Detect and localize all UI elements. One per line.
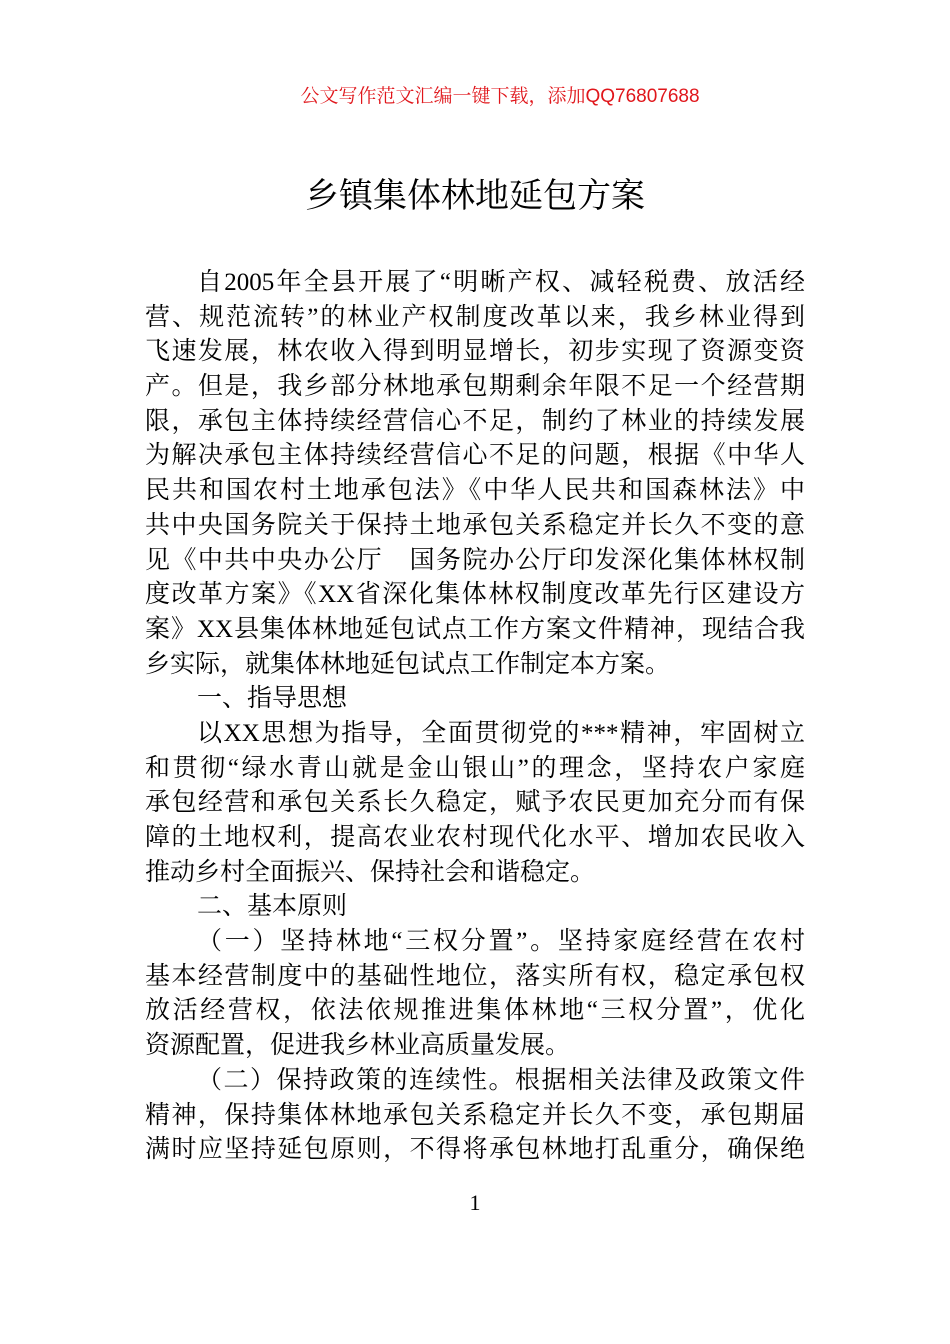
section-heading xyxy=(145,682,805,717)
text-line: 自2005年全县开展了“明晰产权、减轻税费、放活经 xyxy=(197,269,805,296)
text-line: 共中央国务院关于保持土地承包关系稳定并长久不变的意 xyxy=(145,511,805,539)
text-line: 障的土地权利，提高农业农村现代化水平、增加农民收入 xyxy=(145,824,805,851)
page-number: 1 xyxy=(469,1190,481,1215)
text-line: （二）保持政策的连续性。根据相关法律及政策文件 xyxy=(197,1066,805,1094)
text-line: 为解决承包主体持续经营信心不足的问题，根据《中华人 xyxy=(145,442,805,470)
section-heading xyxy=(145,890,805,925)
paragraph xyxy=(145,717,805,890)
text-line: 以XX思想为指导，全面贯彻党的***精神，牢固树立 xyxy=(197,719,805,747)
text-line: 飞速发展，林农收入得到明显增长，初步实现了资源变资 xyxy=(145,338,805,366)
paragraph xyxy=(145,266,805,682)
text-line: 推动乡村全面振兴、保持社会和谐稳定。 xyxy=(145,858,596,886)
text-line: 限，承包主体持续经营信心不足，制约了林业的持续发展 xyxy=(145,407,805,435)
text-line: 营、规范流转”的林业产权制度改革以来，我乡林业得到 xyxy=(145,303,805,331)
text-line: 产。但是，我乡部分林地承包期剩余年限不足一个经营期 xyxy=(145,373,805,401)
text-line: 满时应坚持延包原则，不得将承包林地打乱重分，确保绝 xyxy=(145,1136,805,1164)
text-line: 乡实际，就集体林地延包试点工作制定本方案。 xyxy=(145,650,671,678)
text-line: 资源配置，促进我乡林业高质量发展。 xyxy=(145,1032,571,1060)
text-line: 基本经营制度中的基础性地位，落实所有权，稳定承包权 xyxy=(145,962,805,990)
text-line: 民共和国农村土地承包法》《中华人民共和国森林法》中 xyxy=(145,477,805,505)
document-body xyxy=(145,266,805,1168)
text-line: 见《中共中央办公厅 国务院办公厅印发深化集体林权制 xyxy=(145,546,805,574)
text-line: 和贯彻“绿水青山就是金山银山”的理念，坚持农户家庭 xyxy=(145,754,805,782)
download-watermark: 公文写作范文汇编一键下载，添加QQ76807688 xyxy=(300,86,700,107)
paragraph xyxy=(145,925,805,1064)
text-line: 放活经营权，依法依规推进集体林地“三权分置”，优化 xyxy=(145,997,805,1025)
paragraph xyxy=(145,1064,805,1168)
text-line: 一、指导思想 xyxy=(197,685,348,713)
text-line: 承包经营和承包关系长久稳定，赋予农民更加充分而有保 xyxy=(145,789,805,817)
text-line: 案》XX县集体林地延包试点工作方案文件精神，现结合我 xyxy=(145,615,805,643)
text-line: （一）坚持林地“三权分置”。坚持家庭经营在农村 xyxy=(197,928,805,956)
text-line: 二、基本原则 xyxy=(197,893,348,921)
document-title: 乡镇集体林地延包方案 xyxy=(305,177,645,215)
text-line: 精神，保持集体林地承包关系稳定并长久不变，承包期届 xyxy=(145,1101,805,1129)
text-line: 度改革方案》《XX省深化集体林权制度改革先行区建设方 xyxy=(145,581,805,609)
